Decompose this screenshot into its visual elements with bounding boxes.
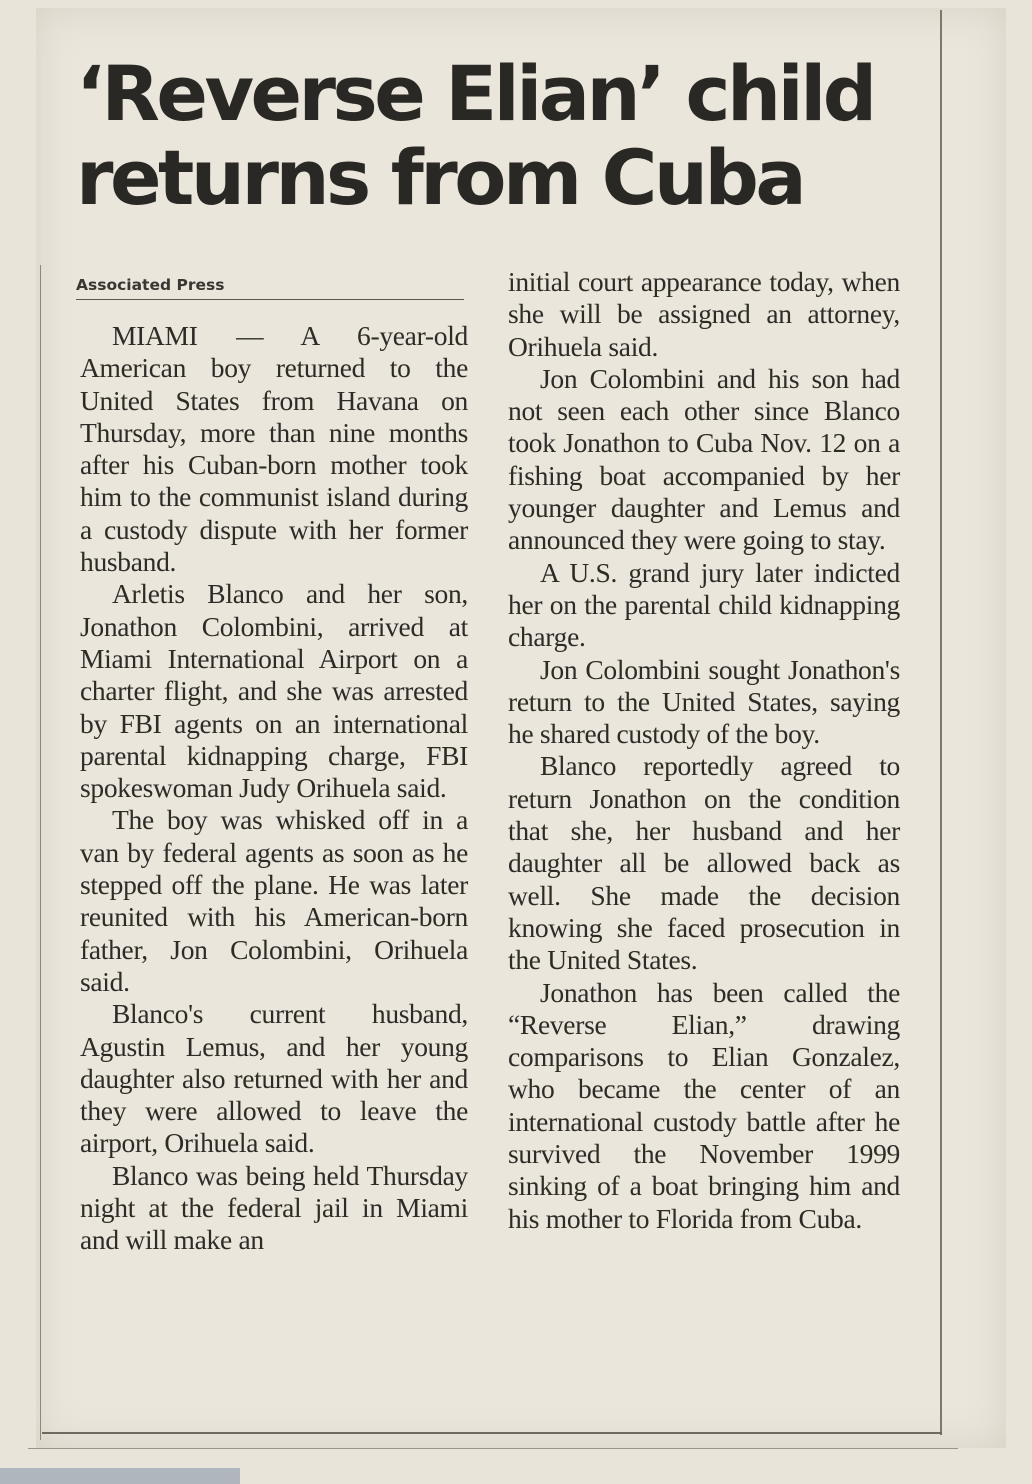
paragraph: Jon Colombini sought Jonathon's return to the United States, saying he shared custody of the boy. (508, 653, 900, 750)
frame-right-rule (940, 10, 942, 1435)
frame-bottom-outer-rule (28, 1448, 958, 1449)
right-column (508, 266, 900, 1235)
paragraph: Blanco reportedly agreed to return Jonathon on the condition that she, her husband and her daughter all be allowed back as well. She made the decision knowing she faced prosecution in the United States. (508, 750, 900, 976)
paragraph: Blanco's current husband, Agustin Lemus, and her young daughter also returned with her and they were allowed to leave the airport, Orihuela said. (80, 998, 468, 1159)
scan-edge-strip (0, 1468, 240, 1484)
paragraph: Jonathon has been called the “Reverse Elian,” drawing comparisons to Elian Gonzalez, who became the center of an international custody battle after he survived the November 1999 sinking of a boat bringing him and his mother to Florida from Cuba. (508, 976, 900, 1234)
paragraph: initial court appearance today, when she will be assigned an attorney, Orihuela said. (508, 266, 900, 362)
headline: ‘Reverse Elian’ child returns from Cuba (76, 49, 874, 222)
paragraph: A U.S. grand jury later indicted her on the parental child kidnapping charge. (508, 556, 900, 653)
paragraph: The boy was whisked off in a van by federal agents as soon as he stepped off the plane. He was later reunited with his American-born father, Jon Colombini, Orihuela said. (80, 804, 468, 997)
byline: Associated Press (76, 276, 225, 294)
paragraph: Arletis Blanco and her son, Jonathon Colombini, arrived at Miami International Airport on a charter flight, and she was arrested by FBI agents on an international parental kidnapping charge, FBI spokeswoman Judy Orihuela said. (80, 578, 468, 804)
left-column (80, 320, 468, 1257)
frame-bottom-rule (42, 1432, 942, 1434)
paragraph: Blanco was being held Thursday night at the federal jail in Miami and will make an (80, 1159, 468, 1256)
byline-rule (76, 276, 464, 300)
frame-left-rule (40, 265, 41, 1440)
paragraph: MIAMI — A 6-year-old American boy returned to the United States from Havana on Thursday, more than nine months after his Cuban-born mother took him to the communist island during a custody dispute with her former husband. (80, 320, 468, 578)
paragraph: Jon Colombini and his son had not seen each other since Blanco took Jonathon to Cuba Nov. 12 on a fishing boat accompanied by her younger daughter and Lemus and announced they were going to stay. (508, 362, 900, 556)
